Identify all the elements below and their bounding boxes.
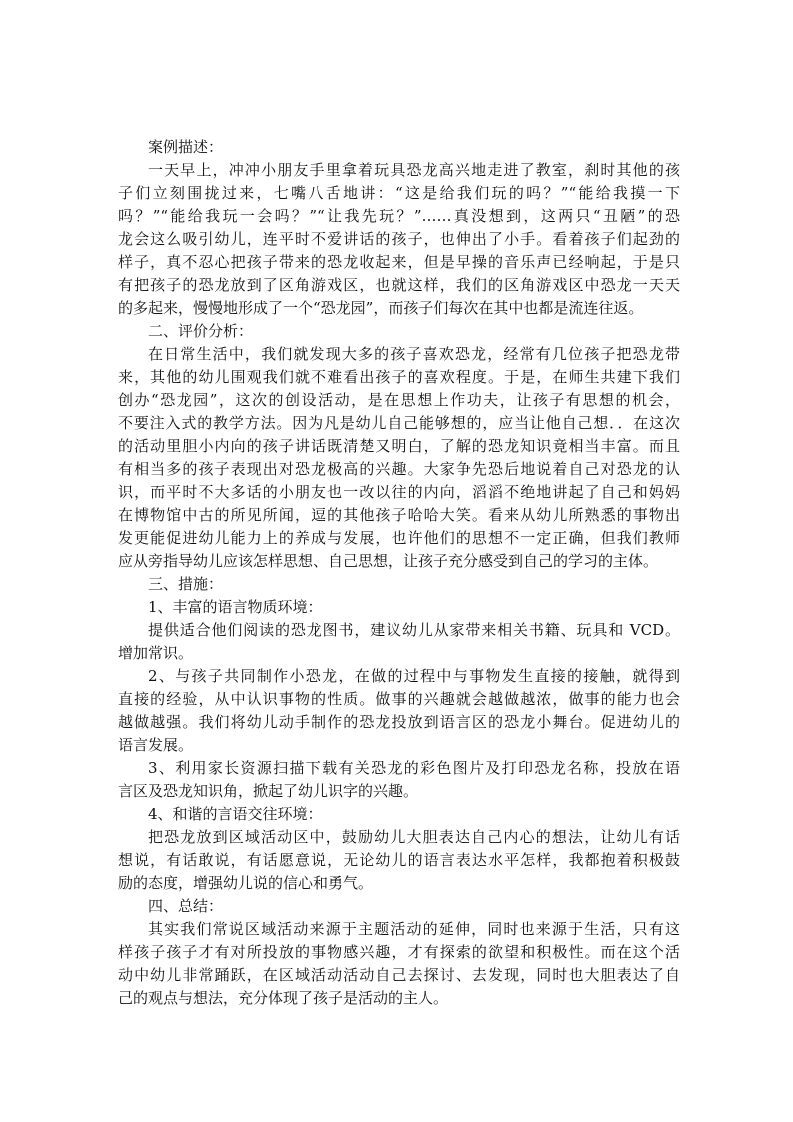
text-line: 的多起来，慢慢地形成了一个“恐龙园”，而孩子们每次在其中也都是流连往返。 — [118, 299, 644, 317]
heading-case-description — [118, 136, 680, 159]
paragraph-measure-4 — [118, 826, 680, 895]
text-line: 三、措施： — [148, 575, 224, 593]
text-line: 龙会这么吸引幼儿，连平时不爱讲话的孩子，也伸出了小手。看着孩子们起劲的 — [118, 230, 680, 248]
text-line: 想说，有话敢说，有话愿意说，无论幼儿的语言表达水平怎样，我都抱着积极鼓 — [118, 851, 680, 869]
paragraph-evaluation — [118, 343, 680, 573]
text-line: 直接的经验，从中认识事物的性质。做事的兴趣就会越做越浓，做事的能力也会 — [118, 690, 680, 708]
text-line: 在日常生活中，我们就发现大多的孩子喜欢恐龙，经常有几位孩子把恐龙带 — [148, 345, 680, 363]
heading-summary — [118, 895, 680, 918]
text-line: 发更能促进幼儿能力上的养成与发展，也许他们的思想不一定正确，但我们教师 — [118, 529, 680, 547]
text-line: 语言发展。 — [118, 736, 194, 754]
text-line: 动中幼儿非常踊跃，在区域活动活动自己去探讨、去发现，同时也大胆表达了自 — [118, 966, 680, 984]
text-line: 1、丰富的语言物质环境： — [148, 598, 323, 616]
text-line: 有把孩子的恐龙放到了区角游戏区，也就这样，我们的区角游戏区中恐龙一天天 — [118, 276, 680, 294]
text-line: 样子，真不忍心把孩子带来的恐龙收起来，但是早操的音乐声已经响起，于是只 — [118, 253, 680, 271]
text-line: 提供适合他们阅读的恐龙图书，建议幼儿从家带来相关书籍、玩具和 VCD。 — [148, 621, 680, 639]
text-line: 样孩子孩子才有对所投放的事物感兴趣，才有探索的欲望和积极性。而在这个活 — [118, 943, 680, 961]
text-line: 案例描述： — [148, 138, 224, 156]
paragraph-measure-3 — [118, 757, 680, 803]
text-line: 言区及恐龙知识角，掀起了幼儿识字的兴趣。 — [118, 782, 419, 800]
heading-evaluation — [118, 320, 680, 343]
text-line: 吗？”“能给我玩一会吗？”“让我先玩？”……真没想到，这两只“丑陋”的恐 — [118, 207, 680, 225]
text-line: 在博物馆中古的所见所闻，逗的其他孩子哈哈大笑。看来从幼儿所熟悉的事物出 — [118, 506, 680, 524]
heading-measure-4 — [118, 803, 680, 826]
heading-measure-1 — [118, 596, 680, 619]
text-line: 励的态度，增强幼儿说的信心和勇气。 — [118, 874, 374, 892]
paragraph-summary — [118, 918, 680, 1010]
text-line: 有相当多的孩子表现出对恐龙极高的兴趣。大家争先恐后地说着自己对恐龙的认 — [118, 460, 680, 478]
text-line: 2、与孩子共同制作小恐龙，在做的过程中与事物发生直接的接触，就得到 — [148, 667, 680, 685]
text-line: 创办“恐龙园”，这次的创设活动，是在思想上作功夫，让孩子有思想的机会， — [118, 391, 680, 409]
text-line: 把恐龙放到区域活动区中，鼓励幼儿大胆表达自己内心的想法，让幼儿有话 — [148, 828, 680, 846]
text-line: 一天早上，冲冲小朋友手里拿着玩具恐龙高兴地走进了教室，刹时其他的孩 — [148, 161, 680, 179]
paragraph-case-description — [118, 159, 680, 320]
text-line: 3、利用家长资源扫描下载有关恐龙的彩色图片及打印恐龙名称，投放在语 — [148, 759, 680, 777]
text-line: 二、评价分析： — [148, 322, 254, 340]
paragraph-measure-2 — [118, 665, 680, 757]
document-body — [118, 136, 680, 1010]
paragraph-measure-1 — [118, 619, 680, 665]
text-line: 己的观点与想法，充分体现了孩子是活动的主人。 — [118, 989, 449, 1007]
text-line: 4、和谐的言语交往环境： — [148, 805, 323, 823]
text-line: 越做越强。我们将幼儿动手制作的恐龙投放到语言区的恐龙小舞台。促进幼儿的 — [118, 713, 680, 731]
text-line: 应从旁指导幼儿应该怎样思想、自己思想，让孩子充分感受到自己的学习的主体。 — [118, 552, 659, 570]
heading-measures — [118, 573, 680, 596]
text-line: 的活动里胆小内向的孩子讲话既清楚又明白，了解的恐龙知识竟相当丰富。而且 — [118, 437, 680, 455]
text-line: 增加常识。 — [118, 644, 194, 662]
text-line: 子们立刻围拢过来，七嘴八舌地讲：“这是给我们玩的吗？”“能给我摸一下 — [118, 184, 680, 202]
text-line: 四、总结： — [148, 897, 224, 915]
text-line: 其实我们常说区域活动来源于主题活动的延伸，同时也来源于生活，只有这 — [148, 920, 680, 938]
text-line: 识，而平时不大多话的小朋友也一改以往的内向，滔滔不绝地讲起了自己和妈妈 — [118, 483, 680, 501]
text-line: 来，其他的幼儿围观我们就不难看出孩子的喜欢程度。于是，在师生共建下我们 — [118, 368, 680, 386]
text-line: 不要注入式的教学方法。因为凡是幼儿自己能够想的，应当让他自己想．．在这次 — [118, 414, 680, 432]
